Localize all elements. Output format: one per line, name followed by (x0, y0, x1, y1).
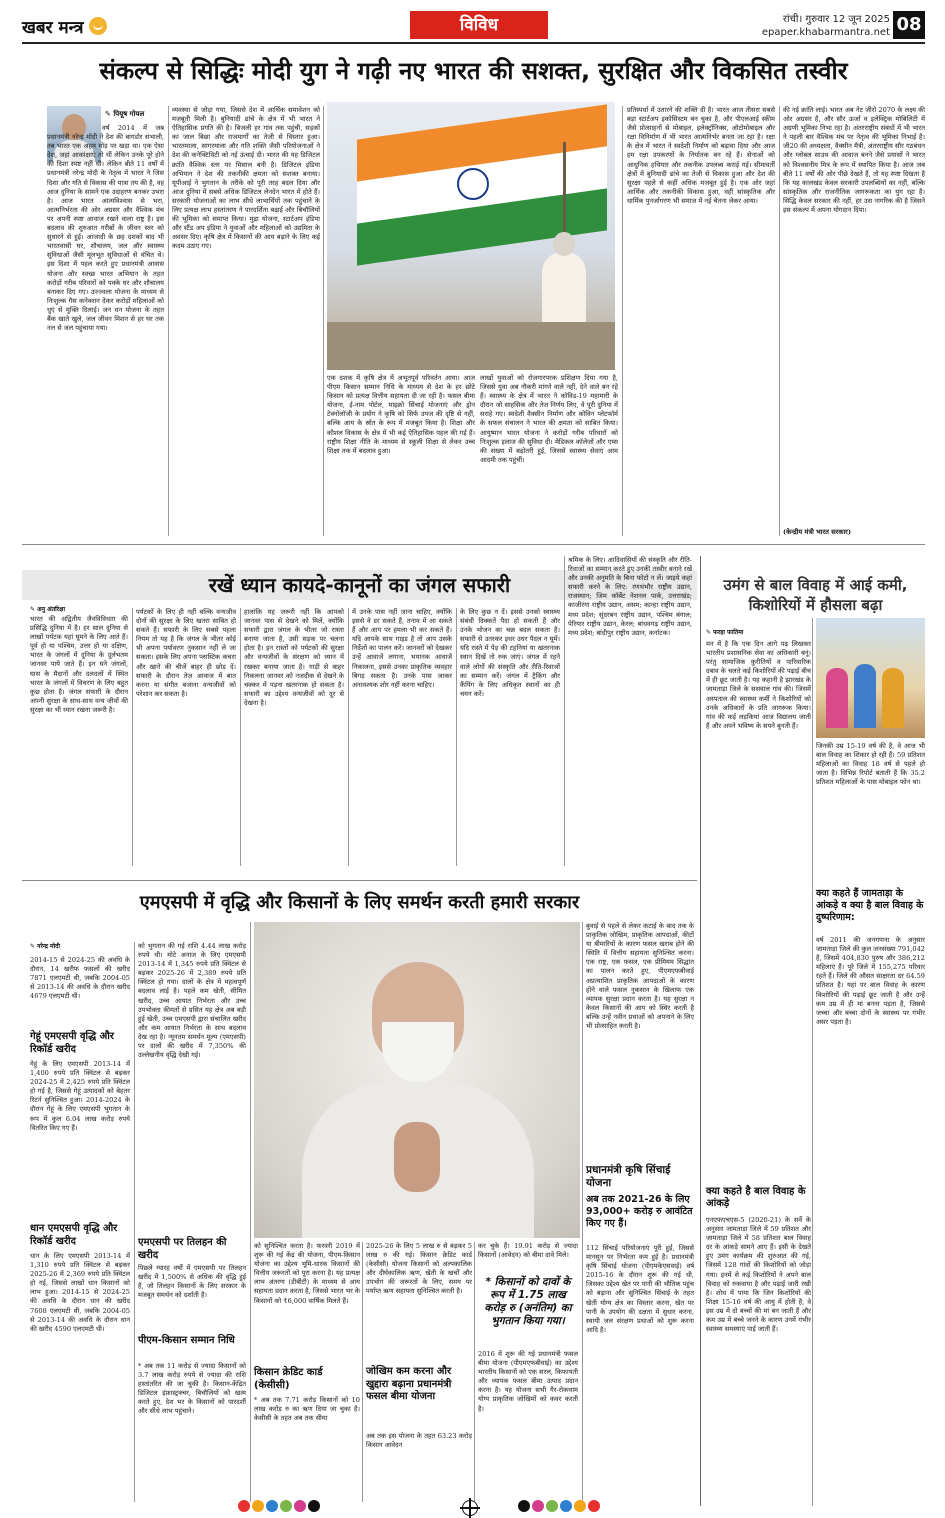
date-text: रांची। गुरुवार 12 जून 2025 (782, 14, 890, 25)
lead-col2: व्यवस्था से जोड़ा गया, जिससे देश में आर्थिक समावेशन को मजबूती मिली है। बुनियादी ढांचे के क्षेत्र में भी भारत ने ऐतिहासिक प्रगति की है। बिजली हर गांव तक पहुंची, सड़कों का जाल बिछा और राजमार्गों का तेजी से विस्तार हुआ। भारतमाला, सागरमाला और गति शक्ति जैसी परियोजनाओं ने देश की कनेक्टिविटी को नई ऊंचाई दी। भारत की यह डिजिटल क्रांति वैश्विक स्तर पर मिसाल बनी है। डिजिटल इंडिया अभियान ने देश की तकनीकी क्षमता को सशक्त बनाया। यूपीआई ने भुगतान के तरीके को पूरी तरह बदल दिया और आज दुनिया में सबसे अधिक डिजिटल लेनदेन भारत में होते हैं। सरकारी योजनाओं का लाभ सीधे लाभार्थियों तक पहुंचाने के लिए प्रत्यक्ष लाभ हस्तांतरण ने पारदर्शिता बढ़ाई और बिचौलियों की भूमिका को समाप्त किया। मुद्रा योजना, स्टार्टअप इंडिया और स्टैंड अप इंडिया ने युवाओं और महिलाओं को उद्यमिता के अवसर दिए। कृषि क्षेत्र में किसानों की आय बढ़ाने के लिए कई कदम उठाए गए। (172, 106, 320, 251)
msp-sub-allocation: अब तक 2021-26 के लिए 93,000+ करोड़ रु आवंटित किए गए हैं। (586, 1194, 693, 1229)
registration-dot (532, 1500, 544, 1512)
msp-sub-paddy: धान एमएसपी वृद्धि और रिकॉर्ड खरीद (30, 1223, 118, 1247)
umang-headline: उमंग से बाल विवाह में आई कमी, किशोरियों में हौसला बढ़ा (723, 576, 908, 614)
masthead-logo (22, 14, 107, 38)
msp-pull-quote: * किसानों को दावों के रूप में 1.75 लाख करोड़ रु (अनंतिम) का भुगतान किया गया। (484, 1276, 572, 1327)
section-label: विविध (459, 15, 499, 35)
pen-icon: ✎ (30, 943, 36, 950)
registration-dot (588, 1500, 600, 1512)
lead-col3: एक दशक में कृषि क्षेत्र में अभूतपूर्व परिवर्तन आया। आज पीएम किसान सम्मान निधि के माध्यम से देश के हर छोटे किसान को प्रत्यक्ष वित्तीय सहायता दी जा रही है। फसल बीमा योजना, ई-नाम पोर्टल, माइक्रो सिंचाई योजनाएं और ड्रोन टेक्नोलॉजी के प्रयोग ने कृषि को सिर्फ उपज की दृष्टि से नहीं, बल्कि आय के स्रोत के रूप में मजबूत किया है। शिक्षा और कौशल विकास के क्षेत्र में भी कई ऐतिहासिक पहल की गई हैं। राष्ट्रीय शिक्षा नीति के माध्यम से स्कूली शिक्षा से लेकर उच्च शिक्षा तक में बदलाव हुआ। (327, 374, 475, 455)
section-tab (410, 11, 548, 39)
msp-col2c: * अब तक 11 करोड़ से ज्यादा किसानों को 3.7 लाख करोड़ रुपये से ज्यादा की राशि हस्तांतरित की जा चुकी है। किसान-केंद्रित डिजिटल इंफ्रास्ट्रक्चर, बिचौलियों को खत्म करते हुए, देश भर के किसानों को पारदर्शी और सीधे लाभ पहुंचाने। (138, 1362, 246, 1416)
safari-col1: भारत की अद्वितीय जैवविविधता की प्रसिद्धि दुनिया में है। हर साल दुनिया से लाखों पर्यटक यहां घूमने के लिए आते हैं। पूर्व हो या पश्चिम, उत्तर हो या दक्षिण, भारत के जंगलों में दुनिया के दुर्लभतम जानवर पाये जाते हैं। इन घने जंगलों, घास के मैदानों और दलदलों में स्थित भारत के जंगलों में विचरण के लिए बहुत कुछ होता है। जंगल सफारी के दौरान अपनी सुरक्षा के साथ-साथ वन्य जीवों की सुरक्षा का भी ध्यान रखना जरूरी है। (30, 615, 128, 714)
lead-col5: प्रतिस्पर्धा में उतारने की शक्ति दी है। भारत आज तीसरा सबसे बड़ा स्टार्टअप इकोसिस्टम बन चुका है, और पीएलआई स्कीम जैसे प्रोत्साहनों से मोबाइल, इलेक्ट्रॉनिक्स, ऑटोमोबाइल और रक्षा विनिर्माण में भी भारत आत्मनिर्भर बनता जा रहा है। रक्षा के क्षेत्र में भारत ने स्वदेशी निर्माण को बढ़ावा दिया और आज हम रक्षा उपकरणों के निर्यातक बन रहे हैं। सेनाओं को आधुनिक हथियार और तकनीक उपलब्ध कराई गई। सीमावर्ती क्षेत्रों में बुनियादी ढांचे का तेजी से विकास हुआ और देश की सुरक्षा पहले से कहीं अधिक मजबूत हुई है। एक ओर जहां आर्थिक और तकनीकी विकास हुआ, वहीं सांस्कृतिक और धार्मिक पुनर्जागरण भी समाज में नई चेतना लेकर आया। (627, 106, 775, 205)
registration-dot (574, 1500, 586, 1512)
lead-author-note: (केन्द्रीय मंत्री भारत सरकार) (783, 528, 851, 536)
msp-headline: एमएसपी में वृद्धि और किसानों के लिए समर्थन करती हमारी सरकार (139, 892, 580, 913)
lead-col1: वर्ष 2014 में जब प्रधानमंत्री नरेन्द्र मोदी ने देश की बागडोर संभाली, तब भारत एक अहम मोड़ पर खड़ा था। एक ऐसा देश, जहां आकांक्षाएं तो थीं लेकिन उनके पूरे होने की दिशा स्पष्ट नहीं थी। लेकिन बीते 11 वर्षों में प्रधानमंत्री नरेन्द्र मोदी के नेतृत्व में भारत ने जिस दिशा और गति से विकास की यात्रा तय की है, वह आज दुनिया के सामने एक उदाहरण बनकर उभरा है। आज भारत आत्मविश्वास से भरा, आत्मनिर्भरता की ओर अग्रसर और वैश्विक मंच पर अपनी स्पष्ट आवाज रखने वाला राष्ट्र है। इस बदलाव की शुरुआत गरीबों के जीवन स्तर को सुधारने से हुई। आजादी के छह दशकों बाद भी भारतवासी घर, शौचालय, जल और स्वास्थ्य सुविधाओं जैसी मूलभूत सुविधाओं से वंचित थे। इस दिशा में पहल करते हुए प्रधानमंत्री आवास योजना और स्वच्छ भारत अभियान के तहत करोड़ों गरीब परिवारों को पक्के घर और शौचालय बनाकर दिए गए। उज्ज्वला योजना के माध्यम से निःशुल्क गैस कनेक्शन देकर करोड़ों महिलाओं को धुएं से मुक्ति दिलाई। जन धन योजना के तहत बैंक खाते खुले, जल जीवन मिशन से हर घर तक नल से जल पहुंचाया गया। (47, 124, 164, 333)
safari-col2: पर्यटकों के लिए ही नहीं बल्कि वन्यजीव दोनों की सुरक्षा के लिए खतरा साबित हो सकते हैं। सफारी के लिए सबसे पहला नियम तो यह है कि जंगल के भीतर कोई भी अपना पर्यावरण नुकसान नहीं ले जा सकता। इसके लिए अपना प्लास्टिक कचरा और खाने की चीजें बाहर ही छोड़ दें। सफारी के दौरान तेज आवाज में बात करना या संगीत बजाना वन्यजीवों को परेशान कर सकता है। (136, 608, 236, 698)
msp-col1: 2014-15 से 2024-25 की अवधि के दौरान, 14 खरीफ फसलों की खरीद 7871 एलएमटी थी, जबकि 2004-05 से 2013-14 की अवधि के दौरान खरीद 4679 एलएमटी थी। (30, 956, 130, 1001)
flag-photo (327, 102, 615, 370)
msp-photo-col2: 2025-26 के लिए 5 लाख रु से बढ़कर 5 लाख रु की गई। किसान क्रेडिट कार्ड (केसीसी) योजना किसानों को अल्पकालिक और दीर्घकालिक ऋण, खेती के खर्चों और उपभोग की जरूरतों के लिए, समय पर पर्याप्त ऋण सहायता सुनिश्चित करती है। (366, 1242, 472, 1296)
umang-body3: वर्ष 2011 की जनगणना के अनुसार जामताड़ा जिले की कुल जनसंख्या 791,042 है, जिसमें 404,830 पुरुष और 386,212 महिलाएं हैं। पूरे जिले में 155,275 परिवार रहते हैं। जिले की औसत साक्षरता दर 64.59 प्रतिशत है। यहां पर बाल विवाह के कारण किशोरियों की पढ़ाई छूट जाती है और उन्हें कम उम्र में ही मां बनना पड़ता है, जिससे जच्चा और बच्चा दोनों के स्वास्थ्य पर गंभीर असर पड़ता है। (816, 936, 925, 1026)
msp-author: ✎ नरेन्द्र मोदी (30, 943, 60, 950)
girls-photo (816, 618, 925, 738)
dateline (740, 13, 890, 39)
msp-sub-pmfby: जोखिम कम करना और खुद्दारा बढ़ाना प्रधानमंत्री फसल बीमा योजना (366, 1366, 452, 1402)
safari-col4: में उनके पास नहीं जाना चाहिए, क्योंकि इससे वे डर सकते हैं, तनाव में आ सकते हैं और आप पर हमला भी कर सकते हैं। यदि आपके साथ गाइड है तो आप उसके निर्देशों का पालन करें। जानवरों को देखकर उन्हें आवाजें लगाना, भयानक आवाजें निकालना, इससे उनका प्राकृतिक व्यवहार बिगड़ सकता है। उनके पास जाकर अनावश्यक शोर नहीं करना चाहिए। (352, 608, 452, 689)
safari-col5: के लिए कुछ न दें। इससे उनको स्वास्थ्य संबंधी दिक्कतें पैदा हो सकती हैं और उनके भोजन का चक्र बदल सकता है। सफारी से उतरकर इधर उधर पैदल न घूमें। यदि रास्ते में पेड़ की टहनियां या खतरनाक स्थान दिखें तो रुक जाएं। जंगल में रहने वाले लोगों की संस्कृति और रीति-रिवाजों का सम्मान करें। जंगल में ट्रैकिंग और कैंपिंग के लिए अधिकृत स्थानों का ही चयन करें। (460, 608, 560, 698)
msp-col4b: 112 सिंचाई परियोजनाएं पूरी हुईं, जिससे मानसून पर निर्भरता कम हुई है। प्रधानमंत्री कृषि सिंचाई योजना (पीएमकेएसवाई) वर्ष 2015-16 के दौरान शुरू की गई थी, जिसका उद्देश्य खेत पर पानी की भौतिक पहुंच को बढ़ाना और सुनिश्चित सिंचाई के तहत खेती योग्य क्षेत्र का विस्तार करना, खेत पर पानी के उपयोग की दक्षता में सुधार करना, स्थायी जल संरक्षण प्रथाओं को शुरू करना आदि है। (586, 1244, 694, 1334)
umang-body: मन में है कि एक दिन आगे पढ़ लिखकर भारतीय प्रशासनिक सेवा का अधिकारी बनूं। परंतु सामाजिक कुरीतियों व पारिवारिक दबाव के चलते कई किशोरियों की पढ़ाई बीच में ही छूट जाती है। यह कहानी है झारखंड के जामताड़ा जिले के ससवाल गांव की। जिसमें अस्पताल की स्वास्थ्य कर्मी ने किशोरियों को उनके अधिकारों के प्रति जागरूक किया। गांव की कई लड़कियां आज विद्यालय जाती हैं और अपने भविष्य के सपने बुनती हैं। (706, 640, 811, 730)
msp-col2: को भुगतान की गई राशि 4.44 लाख करोड़ रुपये थी। मोटे अनाज के लिए एमएसपी 2013-14 में 1,345 रुपये प्रति क्विंटल से बढ़कर 2025-26 में 2,389 रुपये प्रति क्विंटल हो गया। दालों के क्षेत्र में महत्वपूर्ण बदलाव लाई है। पहले कम खेती, सीमित खरीद, उच्च आयात निर्भरता और उच्च उपभोक्ता कीमतों से ग्रसित यह क्षेत्र अब बड़ी हुई खेती, उच्च एमएसपी द्वारा संचालित खरीद और कम आयात निर्भरता के साथ बदलाव देख रहा है। न्यूनतम समर्थन मूल्य (एमएसपी) पर दालों की खरीद में 7,350% की उल्लेखनीय वृद्धि देखी गई। (138, 942, 246, 1060)
umang-subhead2: क्या कहते है बाल विवाह के आंकड़े (706, 1186, 806, 1209)
umang-body2: जिनकी उम्र 15-19 वर्ष की है, वे आज भी बाल विवाह का शिकार हो रही हैं। 59 प्रतिशत महिलाओं का विवाह 18 वर्ष से पहले हो जाता है। विभिन्न रिपोर्ट बताती हैं कि 35.2 प्रतिशत महिलाओं के पास मोबाइल फोन था। (816, 742, 925, 787)
registration-dot (294, 1500, 306, 1512)
msp-col1b: गेहूं के लिए एमएसपी 2013-14 में 1,400 रुपये प्रति क्विंटल से बढ़कर 2024-25 में 2,425 रुपये प्रति क्विंटल हो गई है, जिससे गेहूं उत्पादकों को बेहतर रिटर्न सुनिश्चित हुआ। 2014-2024 के दौरान गेहूं के लिए एमएसपी भुगतान के रूप में कुल 6.04 लाख करोड़ रुपये वितरित किए गए हैं। (30, 1060, 130, 1132)
website-text: epaper.khabarmantra.net (761, 27, 890, 38)
msp-sub-pmkisan: पीएम-किसान सम्मान निधि (138, 1335, 235, 1346)
pen-icon: ✎ (105, 110, 111, 118)
lead-author (105, 110, 144, 119)
logo-emblem-icon (89, 17, 107, 35)
lead-headline: संकल्प से सिद्धिः मोदी युग ने गढ़ी नए भारत की सशक्त, सुरक्षित और विकसित तस्वीर (99, 57, 848, 85)
msp-photo-col3: कर चुके हैं। 19.91 करोड़ से ज्यादा किसानों (आवेदन) को बीमा दावे मिले। (478, 1242, 578, 1260)
msp-sub-kcc: किसान क्रेडिट कार्ड (केसीसी) (254, 1367, 323, 1391)
page-number: 08 (893, 11, 925, 39)
registration-dot (546, 1500, 558, 1512)
msp-col2b: पिछले ग्यारह वर्षों में एमएसपी पर तिलहन खरीद में 1,500% से अधिक की वृद्धि हुई है, जो तिलहन किसानों के लिए सरकार के मजबूत समर्थन को दर्शाती है। (138, 1264, 246, 1300)
pen-icon: ✎ (30, 606, 36, 613)
msp-sub-wheat: गेहूं एमएसपी वृद्धि और रिकॉर्ड खरीद (30, 1031, 114, 1055)
logo-text: खबर मन्त्र (22, 17, 84, 38)
msp-photo-col3b: 2016 में शुरू की गई प्रधानमंत्री फसल बीमा योजना (पीएमएफबीवाई) का उद्देश्य भारतीय किसानों को एक सरल, किफायती और व्यापक फसल बीमा उत्पाद प्रदान करना है। यह योजना सभी गैर-रोकथाम योग्य प्राकृतिक जोखिमों को कवर करती है। (478, 1350, 578, 1413)
umang-author: ✎ फरहा फातिमा (706, 629, 744, 636)
registration-dot (252, 1500, 264, 1512)
msp-sub-oilseeds: एमएसपी पर तिलहन की खरीद (138, 1237, 227, 1261)
lead-author-name: पियूष गोयल (113, 110, 145, 118)
pen-icon: ✎ (706, 629, 712, 636)
registration-dot (308, 1500, 320, 1512)
registration-dot (280, 1500, 292, 1512)
umang-subhead: क्या कहते हैं जामताड़ा के आंकड़े व क्या है बाल विवाह के दुष्परिणाम: (816, 888, 924, 923)
lead-col6: की नई क्रांति लाई। भारत अब नेट जीरो 2070 के लक्ष्य की ओर अग्रसर है, और सौर ऊर्जा व इलेक्ट्रिक मोबिलिटी में अग्रणी भूमिका निभा रहा है। अंतरराष्ट्रीय संबंधों में भी भारत ने पहली बार वैश्विक मंच पर नेतृत्व की भूमिका निभाई है। जी20 की अध्यक्षता, वैक्सीन मैत्री, अंतरराष्ट्रीय सौर गठबंधन और ग्लोबल साउथ की आवाज बनने जैसे प्रयासों ने भारत को विश्वसनीय मित्र के रूप में स्थापित किया है। आज जब बीते 11 वर्षों की ओर पीछे देखते हैं, तो यह स्पष्ट दिखता है कि यह कालखंड केवल सरकारी उपलब्धियों का नहीं, बल्कि सांस्कृतिक और राजनीतिक जागरूकता का युग रहा है। सिद्धि केवल सरकार की नहीं, हर उस नागरिक की है जिसने इस संकल्प में अपना योगदान दिया। (783, 106, 925, 215)
registration-marks-right (518, 1500, 718, 1514)
msp-photo-col2b: अब तक इस योजना के तहत 63.23 करोड़ किसान आवेदन (366, 1432, 472, 1450)
safari-author: ✎ अनु अंतरिक्षा (30, 606, 65, 613)
safari-col3: हालांकि यह जरूरी नहीं कि आपको जानवर पास से देखने को मिलें, क्योंकि सफारी द्वारा जंगल के भीतर जो रास्ता बनाया जाता है, उसी सड़क पर चलना होता है। इन रास्तों को पर्यटकों की सुरक्षा और वन्यजीवों के संरक्षण को ध्यान में रखकर बनाया जाता है। गाड़ी से बाहर निकलना जानवर को नजदीक से देखने के चक्कर में पड़ना खतरनाक हो सकता है। सफारी का उद्देश्य वन्यजीवों को दूर से देखना है। (244, 608, 344, 707)
msp-sub-pmksy: प्रधानमंत्री कृषि सिंचाई योजना (586, 1164, 671, 1189)
registration-dot (518, 1500, 530, 1512)
registration-marks-left (238, 1500, 438, 1514)
modi-photo (254, 922, 580, 1238)
crosshair-icon (462, 1500, 478, 1516)
registration-dot (238, 1500, 250, 1512)
safari-col6: श्रमिक के लिए। आदिवासियों की संस्कृति और रीति-रिवाजों का सम्मान करते हुए उनकी तस्वीर बनाने रखें और उनकी अनुमति के बिना फोटो न लें। जाइये कहां सफारी करने के लिए: रणथंभौर राष्ट्रीय उद्यान, राजस्थान; जिम कॉर्बेट नेशनल पार्क, उत्तराखंड; काजीरंगा राष्ट्रीय उद्यान, असम; कान्हा राष्ट्रीय उद्यान, मध्य प्रदेश; सुंदरबन राष्ट्रीय उद्यान, पश्चिम बंगाल; पेरियार राष्ट्रीय उद्यान, केरल; बांधवगढ़ राष्ट्रीय उद्यान, मध्य प्रदेश; बांदीपुर राष्ट्रीय उद्यान, कर्नाटक। (568, 556, 692, 637)
msp-photo-col1: को सुनिश्चित करता है। फरवरी 2019 में शुरू की गई केंद्र की योजना, पीएम-किसान योजना का उद्देश्य भूमि-धारक किसानों की वित्तीय जरूरतों को पूरा करना है। यह प्रत्यक्ष लाभ अंतरण (डीबीटी) के माध्यम से आय सहायता प्रदान करता है, जिससे भारत भर के किसानों को ₹6,000 वार्षिक मिलते हैं। (254, 1242, 360, 1305)
msp-photo-col1b: * अब तक 7.71 करोड़ किसानों को 10 लाख करोड़ रु का ऋण दिया जा चुका है। केसीसी के तहत अब तक सीमा (254, 1396, 360, 1423)
msp-col4: बुवाई से पहले से लेकर कटाई के बाद तक के प्राकृतिक जोखिम, प्राकृतिक आपदाओं, कीटों या बीमारियों के कारण फसल खराब होने की स्थिति में वित्तीय सहायता सुनिश्चित करना। एक राष्ट्र, एक फसल, एक प्रीमियम सिद्धांत का पालन करते हुए, पीएमएफबीवाई अप्रत्याशित प्राकृतिक आपदाओं के कारण होने वाले फसल नुकसान के खिलाफ एक व्यापक सुरक्षा प्रदान करता है। यह सुरक्षा न केवल किसानों की आय को स्थिर करती है बल्कि उन्हें नवीन प्रथाओं को अपनाने के लिए भी प्रोत्साहित करती है। (586, 922, 694, 1031)
safari-headline: रखें ध्यान कायदे-कानूनों का जंगल सफारी (208, 573, 511, 597)
registration-dot (560, 1500, 572, 1512)
umang-body4: एनएफएचएस-5 (2020-21) के सर्वे के अनुसार जामताड़ा जिले में 59 प्रतिशत और जामताड़ा जिले में 58 प्रतिशत बाल विवाह दर के आंकड़े सामने आए हैं। इसी के देखते हुए उमंग कार्यक्रम की शुरुआत की गई, जिसमें 128 गांवों की किशोरियों को जोड़ा गया। इनमें से कई किशोरियों ने अपने बाल विवाह को रुकवाया है और पढ़ाई जारी रखी है। शोध में पाया कि जिन किशोरियों की शिक्षा 15-16 वर्ष की आयु में होती है, वे इस उम्र में दो बच्चों की मां बन जाती हैं और कम उम्र में बच्चे जनने के कारण उनमें गंभीर स्वास्थ्य समस्याएं पाई जाती हैं। (706, 1216, 811, 1334)
lead-col4: लाखों युवाओं को रोजगारपरक प्रशिक्षण दिया गया है, जिससे युवा अब नौकरी मांगने वाले नहीं, देने वाले बन रहे हैं। स्वास्थ्य के क्षेत्र में भारत ने कोविड-19 महामारी के दौरान जो साहसिक और तेज निर्णय लिए, वे पूरी दुनिया में सराहे गए। स्वदेशी वैक्सीन निर्माण और कोविन प्लेटफॉर्म के सफल संचालन ने भारत की क्षमता को साबित किया। आयुष्मान भारत योजना ने करोड़ों गरीब परिवारों को निःशुल्क इलाज की सुविधा दी। मेडिकल कॉलेजों और एम्स की संख्या में बढ़ोतरी हुई, जिससे स्वास्थ्य सेवाएं आम आदमी तक पहुंचीं। (480, 374, 618, 464)
msp-col1c: धान के लिए एमएसपी 2013-14 में 1,310 रुपये प्रति क्विंटल से बढ़कर 2025-26 में 2,369 रुपये प्रति क्विंटल हो गई, जिससे लाखों धान किसानों को लाभ हुआ। 2014-15 से 2024-25 की अवधि के दौरान धान की खरीद 7608 एलएमटी थी, जबकि 2004-05 से 2013-14 की अवधि के दौरान धान की खरीद 4590 एलएमटी थी। (30, 1252, 130, 1333)
registration-dot (266, 1500, 278, 1512)
